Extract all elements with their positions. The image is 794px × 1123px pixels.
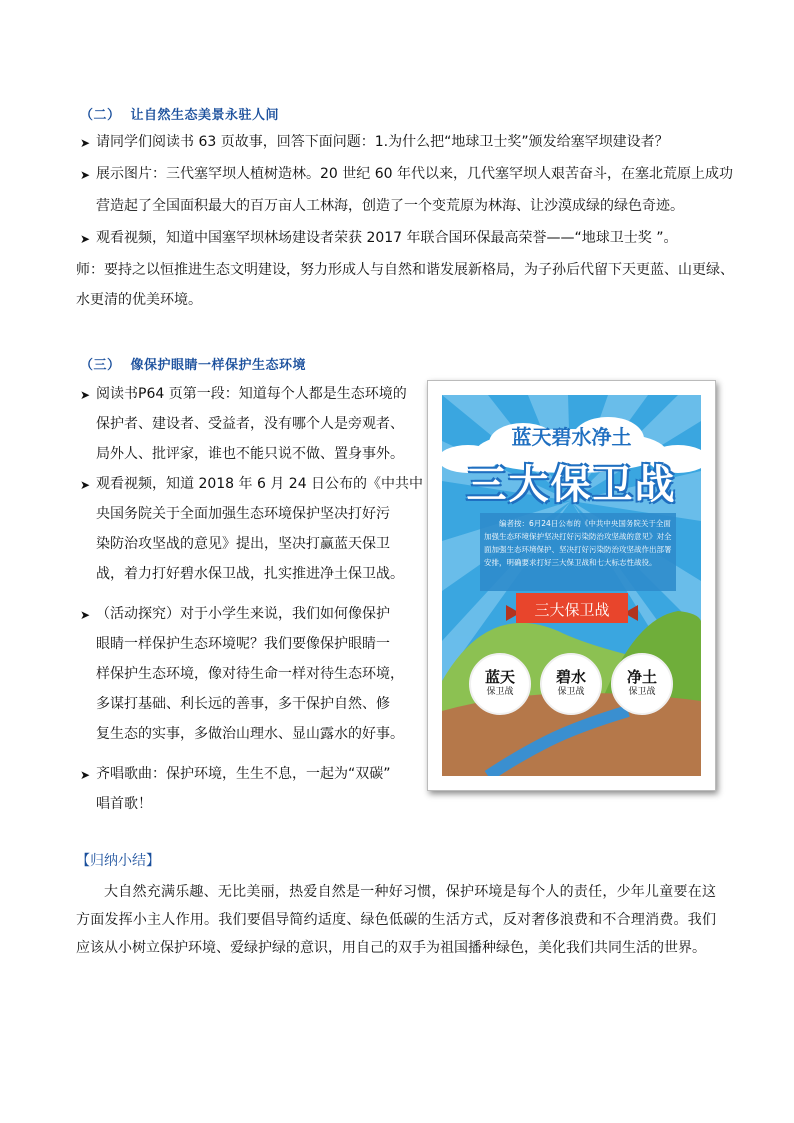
bullet-line: （活动探究）对于小学生来说，我们如何像保护: [96, 606, 390, 622]
poster-circle-blue-sky: [470, 668, 530, 698]
bullet-item: 展示图片：三代塞罕坝人植树造林。20 世纪 60 年代以来，几代塞罕坝人艰苦奋斗，在塞北荒原上成功: [96, 166, 733, 182]
poster-subtitle: 蓝天碧水净土: [511, 425, 632, 449]
bullet-line: 保护者、建设者、受益者，没有哪个人是旁观者、: [96, 416, 404, 432]
summary-title: 【归纳小结】: [76, 853, 160, 869]
bullet-line: 齐唱歌曲：保护环境，生生不息，一起为“双碳”: [96, 766, 391, 782]
section-title: 让自然生态美景永驻人间: [130, 108, 280, 123]
teacher-remark: 师：要持之以恒推进生态文明建设，努力形成人与自然和谐发展新格局，为子孙后代留下天更蓝、山更绿、: [76, 262, 734, 278]
circle-label-top: 碧水: [555, 668, 586, 686]
section-title: 像保护眼睛一样保护生态环境: [130, 358, 307, 373]
bullet-arrow-icon: ➤: [80, 136, 91, 150]
section-heading-3: [80, 354, 306, 373]
circle-label-bottom: 保卫战: [557, 687, 585, 697]
poster-circle-clean-soil: [612, 668, 672, 698]
summary-paragraph: 大自然充满乐趣、无比美丽，热爱自然是一种好习惯，保护环境是每个人的责任，少年儿童要在这方面发挥小主人作用。我们要倡导简约适度、绿色低碳的生活方式，反对奢侈浪费和不合理消费。我们应该从小树立保护环境、爱绿护绿的意识，用自己的双手为祖国播种绿色，美化我们共同生活的世界。: [76, 884, 716, 956]
section-heading-2: [80, 104, 279, 123]
bullet-arrow-icon: ➤: [80, 478, 91, 492]
section-number: （三）: [80, 358, 121, 373]
poster-note: 编者按：6月24日公布的《中共中央国务院关于全面加强生态环境保护坚决打好污染防治攻坚战的意见》对全面加强生态环境保护、坚决打好污染防治攻坚战作出部署安排，明确要求打好三大保卫战和七大标志性战役。: [484, 519, 672, 567]
bullet-line: 战，着力打好碧水保卫战，扎实推进净土保卫战。: [96, 566, 404, 582]
bullet-line: 样保护生态环境，像对待生命一样对待生态环境，: [96, 666, 404, 682]
bullet-line: 央国务院关于全面加强生态环境保护坚决打好污: [96, 506, 390, 522]
circle-label-bottom: 保卫战: [628, 687, 656, 697]
poster-ribbon-label: 三大保卫战: [534, 601, 610, 619]
circle-label-bottom: 保卫战: [486, 687, 514, 697]
bullet-arrow-icon: ➤: [80, 168, 91, 182]
poster-circle-clear-water: [541, 668, 601, 698]
teacher-remark-continued: 水更清的优美环境。: [76, 292, 202, 308]
bullet-arrow-icon: ➤: [80, 608, 91, 622]
bullet-item-continued: 营造起了全国面积最大的百万亩人工林海，创造了一个变荒原为林海、让沙漠成绿的绿色奇迹。: [96, 198, 684, 214]
bullet-line: 唱首歌！: [96, 796, 152, 812]
circle-label-top: 蓝天: [484, 668, 515, 686]
bullet-arrow-icon: ➤: [80, 388, 91, 402]
circle-label-top: 净土: [626, 668, 657, 686]
bullet-arrow-icon: ➤: [80, 232, 91, 246]
bullet-line: 眼睛一样保护生态环境呢？我们要像保护眼睛一: [96, 636, 390, 652]
poster-title: 三大保卫战: [466, 462, 677, 508]
bullet-line: 局外人、批评家，谁也不能只说不做、置身事外。: [96, 446, 404, 462]
section-number: （二）: [80, 108, 121, 123]
bullet-item: 请同学们阅读书 63 页故事，回答下面问题：1.为什么把“地球卫士奖”颁发给塞罕坝建设者？: [96, 134, 669, 150]
bullet-arrow-icon: ➤: [80, 768, 91, 782]
poster-image: [427, 380, 716, 791]
bullet-item: 观看视频，知道中国塞罕坝林场建设者荣获 2017 年联合国环保最高荣誉——“地球卫士奖 ”。: [96, 230, 678, 246]
bullet-line: 多谋打基础、利长远的善事，多干保护自然、修: [96, 696, 390, 712]
bullet-line: 复生态的实事，多做治山理水、显山露水的好事。: [96, 726, 404, 742]
bullet-line: 染防治攻坚战的意见》提出，坚决打赢蓝天保卫: [96, 536, 390, 552]
bullet-line: 阅读书P64 页第一段：知道每个人都是生态环境的: [96, 386, 407, 402]
bullet-line: 观看视频，知道 2018 年 6 月 24 日公布的《中共中: [96, 476, 424, 492]
